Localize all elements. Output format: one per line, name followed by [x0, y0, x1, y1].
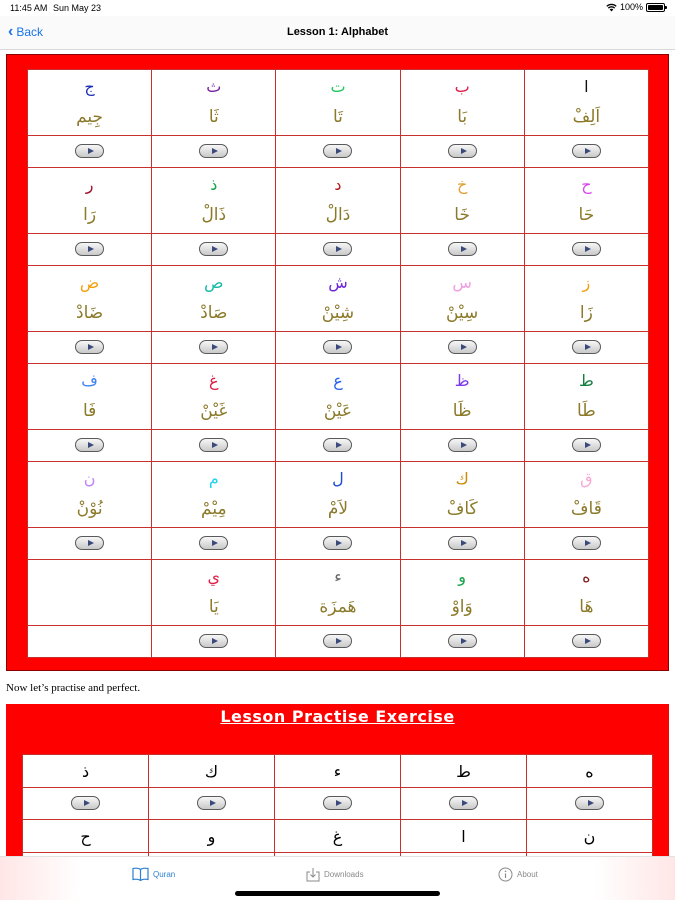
audio-cell	[152, 430, 276, 462]
practice-letter: ذ	[23, 755, 149, 788]
audio-cell	[400, 528, 524, 560]
letter-cell	[524, 364, 648, 430]
info-icon	[498, 867, 513, 882]
audio-cell	[152, 234, 276, 266]
play-icon	[212, 442, 218, 448]
letter-name: طَا	[577, 400, 596, 421]
audio-cell	[275, 788, 401, 820]
arabic-letter: ت	[330, 76, 346, 96]
play-audio-button[interactable]	[448, 536, 477, 550]
audio-cell	[401, 788, 527, 820]
letter-name: هَا	[579, 596, 594, 617]
alphabet-audio-row	[28, 528, 649, 560]
battery-percent: 100%	[619, 2, 643, 12]
letter-cell	[152, 70, 276, 136]
arabic-letter: ذ	[210, 174, 218, 194]
tab-downloads-label: Downloads	[324, 870, 364, 879]
letter-name: سِيْنْ	[445, 302, 479, 323]
letter-cell	[276, 70, 400, 136]
arabic-letter: د	[334, 174, 342, 194]
letter-cell	[152, 560, 276, 626]
alphabet-letter-row	[28, 168, 649, 234]
play-audio-button[interactable]	[323, 340, 352, 354]
practice-letter-row	[23, 820, 653, 853]
play-icon	[336, 246, 342, 252]
audio-cell	[28, 332, 152, 364]
play-audio-button[interactable]	[448, 242, 477, 256]
home-indicator	[235, 891, 440, 896]
arabic-letter: ط	[578, 370, 594, 390]
arabic-letter: ص	[204, 272, 224, 292]
play-audio-button[interactable]	[448, 634, 477, 648]
back-label: Back	[16, 25, 44, 39]
audio-cell	[400, 430, 524, 462]
play-icon	[585, 638, 591, 644]
play-audio-button[interactable]	[448, 438, 477, 452]
wifi-icon	[606, 3, 617, 12]
practice-letter-row	[23, 755, 653, 788]
arabic-letter: ب	[454, 76, 470, 96]
letter-name: صَادْ	[200, 302, 228, 323]
audio-cell	[152, 136, 276, 168]
letter-name: بَا	[457, 106, 468, 127]
play-audio-button[interactable]	[199, 536, 228, 550]
play-audio-button[interactable]	[572, 634, 601, 648]
tab-quran-label: Quran	[153, 869, 176, 879]
letter-cell	[152, 364, 276, 430]
arabic-letter: ن	[83, 468, 96, 488]
audio-cell	[28, 430, 152, 462]
book-icon	[132, 867, 149, 881]
play-audio-button[interactable]	[75, 242, 104, 256]
play-audio-button[interactable]	[199, 340, 228, 354]
arabic-letter: م	[208, 468, 219, 488]
audio-cell	[276, 234, 400, 266]
play-icon	[88, 344, 94, 350]
arabic-letter: ظ	[454, 370, 470, 390]
play-audio-button[interactable]	[323, 242, 352, 256]
arabic-letter: ز	[582, 272, 591, 292]
play-audio-button[interactable]	[75, 340, 104, 354]
audio-cell	[276, 136, 400, 168]
letter-cell	[400, 168, 524, 234]
alphabet-audio-row	[28, 136, 649, 168]
practice-letter: ك	[149, 755, 275, 788]
play-icon	[585, 246, 591, 252]
audio-cell	[400, 626, 524, 658]
letter-name: ذَالْ	[201, 204, 227, 225]
play-icon	[88, 540, 94, 546]
letter-name: ضَادْ	[76, 302, 104, 323]
letter-name: حَا	[578, 204, 595, 225]
play-audio-button[interactable]	[572, 438, 601, 452]
audio-cell	[149, 788, 275, 820]
play-audio-button[interactable]	[199, 242, 228, 256]
letter-name: جِيم	[76, 106, 104, 127]
alphabet-letter-row	[28, 266, 649, 332]
play-audio-button[interactable]	[75, 438, 104, 452]
letter-name: قَافْ	[570, 498, 602, 519]
audio-cell	[152, 528, 276, 560]
play-audio-button[interactable]	[323, 536, 352, 550]
letter-cell	[524, 266, 648, 332]
letter-name: اَلِفْ	[572, 106, 601, 127]
alphabet-table	[27, 69, 649, 658]
letter-cell	[400, 462, 524, 528]
audio-cell	[276, 332, 400, 364]
play-audio-button[interactable]	[199, 438, 228, 452]
letter-name: هَمزَة	[319, 596, 357, 617]
play-icon	[88, 246, 94, 252]
audio-cell	[524, 430, 648, 462]
play-audio-button[interactable]	[323, 796, 352, 810]
practice-letter: ن	[527, 820, 653, 853]
practice-letter: ء	[275, 755, 401, 788]
letter-name: دَالْ	[325, 204, 351, 225]
arabic-letter: ع	[333, 370, 343, 390]
practice-letter: غ	[275, 820, 401, 853]
play-audio-button[interactable]	[575, 796, 604, 810]
audio-cell	[28, 528, 152, 560]
audio-cell	[152, 626, 276, 658]
letter-cell	[400, 70, 524, 136]
tab-quran[interactable]	[132, 867, 175, 881]
letter-name: زَا	[579, 302, 593, 323]
play-icon	[588, 800, 594, 806]
play-icon	[461, 148, 467, 154]
letter-cell	[276, 560, 400, 626]
play-audio-button[interactable]	[449, 796, 478, 810]
practice-table	[22, 754, 653, 856]
letter-name: عَيْنْ	[323, 400, 353, 421]
play-audio-button[interactable]	[75, 144, 104, 158]
tab-about[interactable]	[498, 867, 538, 882]
letter-cell	[400, 266, 524, 332]
alphabet-letter-row	[28, 462, 649, 528]
play-icon	[210, 800, 216, 806]
status-time: 11:45 AM	[10, 3, 48, 13]
audio-cell	[524, 626, 648, 658]
letter-cell	[28, 462, 152, 528]
audio-cell	[152, 332, 276, 364]
letter-name: ثَا	[208, 106, 219, 127]
letter-name: لاَمْ	[327, 498, 349, 519]
practice-letter: ط	[401, 755, 527, 788]
play-icon	[336, 442, 342, 448]
arabic-letter: ج	[84, 76, 95, 96]
alphabet-audio-row	[28, 332, 649, 364]
audio-cell	[400, 136, 524, 168]
play-icon	[461, 246, 467, 252]
letter-cell	[152, 462, 276, 528]
arabic-letter: ح	[581, 174, 592, 194]
arabic-letter: ه	[582, 566, 591, 586]
letter-cell	[524, 462, 648, 528]
play-audio-button[interactable]	[323, 144, 352, 158]
status-bar	[0, 0, 675, 16]
arabic-letter: ث	[206, 76, 222, 96]
play-audio-button[interactable]	[572, 536, 601, 550]
letter-cell	[276, 266, 400, 332]
play-icon	[461, 638, 467, 644]
alphabet-letter-row	[28, 364, 649, 430]
play-audio-button[interactable]	[572, 242, 601, 256]
letter-cell	[28, 364, 152, 430]
arabic-letter: ق	[580, 468, 593, 488]
play-audio-button[interactable]	[323, 438, 352, 452]
play-icon	[336, 148, 342, 154]
play-icon	[585, 442, 591, 448]
letter-name: وَاوْ	[451, 596, 473, 617]
letter-cell	[152, 168, 276, 234]
play-audio-button[interactable]	[197, 796, 226, 810]
letter-name: يَا	[208, 596, 219, 617]
letter-cell	[276, 364, 400, 430]
play-icon	[461, 344, 467, 350]
practice-letter: و	[149, 820, 275, 853]
practice-title: Lesson Practise Exercise	[220, 707, 455, 726]
arabic-letter: ي	[207, 566, 221, 586]
audio-cell	[28, 234, 152, 266]
letter-name: خَا	[454, 204, 470, 225]
letter-name: شِيْنْ	[321, 302, 355, 323]
alphabet-letter-row	[28, 560, 649, 626]
play-icon	[585, 344, 591, 350]
audio-cell	[28, 136, 152, 168]
arabic-letter: و	[458, 566, 467, 586]
lesson-content[interactable]	[0, 51, 675, 856]
play-icon	[585, 148, 591, 154]
play-icon	[585, 540, 591, 546]
audio-cell	[23, 788, 149, 820]
audio-cell	[400, 332, 524, 364]
letter-name: تَا	[333, 106, 343, 127]
play-icon	[336, 540, 342, 546]
play-icon	[336, 638, 342, 644]
alphabet-letter-row	[28, 70, 649, 136]
play-icon	[461, 540, 467, 546]
letter-cell	[28, 560, 152, 626]
play-icon	[88, 442, 94, 448]
letter-name: غَيْنْ	[200, 400, 228, 421]
alphabet-audio-row	[28, 626, 649, 658]
play-audio-button[interactable]	[572, 144, 601, 158]
arabic-letter: خ	[456, 174, 468, 194]
status-date: Sun May 23	[53, 3, 102, 13]
letter-name: كَافْ	[446, 498, 478, 519]
practice-audio-row	[23, 788, 653, 820]
play-icon	[88, 148, 94, 154]
practice-letter: ه	[527, 755, 653, 788]
audio-cell	[276, 528, 400, 560]
play-audio-button[interactable]	[448, 340, 477, 354]
arabic-letter: ك	[455, 468, 469, 488]
audio-cell	[276, 430, 400, 462]
letter-name: فَا	[82, 400, 97, 421]
arabic-letter: ش	[328, 272, 348, 292]
letter-cell	[276, 168, 400, 234]
tab-about-label: About	[517, 870, 538, 879]
play-audio-button[interactable]	[572, 340, 601, 354]
play-icon	[212, 246, 218, 252]
letter-name: رَا	[83, 204, 97, 225]
audio-cell	[400, 234, 524, 266]
audio-cell	[524, 528, 648, 560]
navigation-bar	[0, 16, 675, 50]
letter-cell	[28, 168, 152, 234]
practice-frame	[6, 704, 669, 856]
audio-cell	[527, 788, 653, 820]
play-icon	[212, 638, 218, 644]
letter-name: نُوْنْ	[76, 498, 103, 519]
play-icon	[84, 800, 90, 806]
play-audio-button[interactable]	[75, 536, 104, 550]
audio-cell	[28, 626, 152, 658]
arabic-letter: ر	[85, 174, 94, 194]
audio-cell	[276, 626, 400, 658]
download-tray-icon	[306, 867, 320, 882]
play-icon	[212, 540, 218, 546]
play-icon	[212, 344, 218, 350]
letter-cell	[524, 560, 648, 626]
arabic-letter: س	[452, 272, 472, 292]
arabic-letter: ض	[79, 272, 100, 292]
alphabet-frame	[6, 54, 669, 671]
letter-cell	[276, 462, 400, 528]
arabic-letter	[28, 579, 151, 601]
letter-cell	[28, 266, 152, 332]
play-audio-button[interactable]	[199, 634, 228, 648]
alphabet-audio-row	[28, 234, 649, 266]
play-audio-button[interactable]	[323, 634, 352, 648]
play-icon	[462, 800, 468, 806]
play-audio-button[interactable]	[71, 796, 100, 810]
audio-cell	[524, 234, 648, 266]
letter-cell	[524, 168, 648, 234]
letter-cell	[400, 364, 524, 430]
play-audio-button[interactable]	[199, 144, 228, 158]
letter-cell	[152, 266, 276, 332]
battery-icon	[646, 3, 665, 12]
arabic-letter: ء	[334, 566, 342, 586]
play-icon	[461, 442, 467, 448]
arabic-letter: ا	[584, 76, 589, 96]
letter-cell	[400, 560, 524, 626]
play-audio-button[interactable]	[448, 144, 477, 158]
intro-text: Now let’s practise and perfect.	[6, 682, 141, 694]
status-right	[606, 2, 665, 12]
arabic-letter: ف	[81, 370, 98, 390]
tab-downloads[interactable]	[306, 867, 364, 882]
arabic-letter: ل	[332, 468, 344, 488]
alphabet-audio-row	[28, 430, 649, 462]
letter-cell	[524, 70, 648, 136]
audio-cell	[524, 136, 648, 168]
page-title: Lesson 1: Alphabet	[286, 26, 389, 38]
arabic-letter: غ	[209, 370, 219, 390]
letter-cell	[28, 70, 152, 136]
practice-letter: ا	[401, 820, 527, 853]
practice-letter: ح	[23, 820, 149, 853]
play-icon	[212, 148, 218, 154]
play-icon	[336, 800, 342, 806]
letter-name: مِيْمْ	[201, 498, 227, 519]
audio-cell	[524, 332, 648, 364]
letter-name: ظَا	[452, 400, 472, 421]
chevron-left-icon: ‹	[8, 23, 14, 40]
play-icon	[336, 344, 342, 350]
